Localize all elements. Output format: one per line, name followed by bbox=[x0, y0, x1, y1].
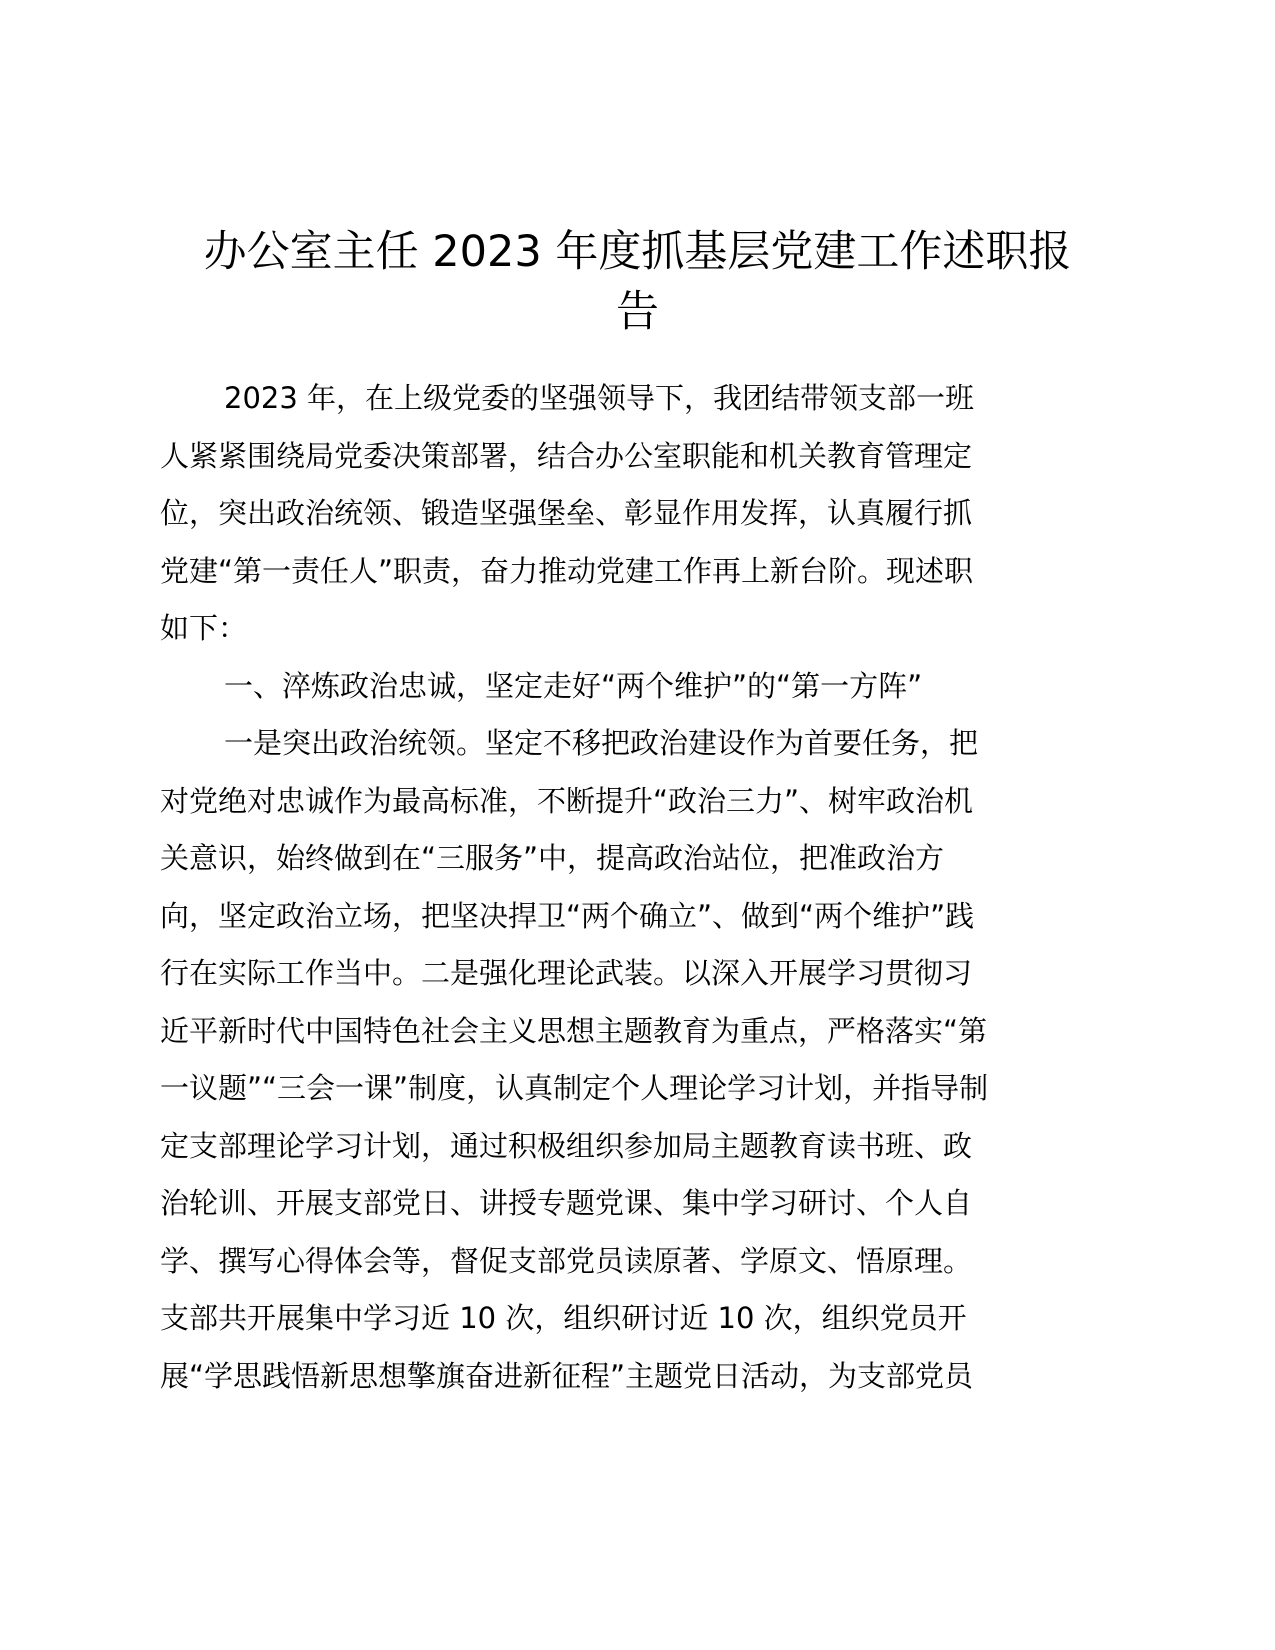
paragraph-line: 对党绝对忠诚作为最高标准，不断提升“政治三力”、树牢政治机 bbox=[160, 783, 974, 818]
paragraph-line: 位，突出政治统领、锻造坚强堡垒、彰显作用发挥，认真履行抓 bbox=[160, 496, 973, 530]
paragraph-line: 定支部理论学习计划，通过积极组织参加局主题教育读书班、政 bbox=[160, 1128, 973, 1163]
paragraph-line: 近平新时代中国特色社会主义思想主题教育为重点，严格落实“第 bbox=[160, 1013, 988, 1048]
paragraph-line: 治轮训、开展支部党日、讲授专题党课、集中学习研讨、个人自 bbox=[160, 1186, 973, 1220]
paragraph-line: 关意识，始终做到在“三服务”中，提高政治站位，把准政治方 bbox=[160, 841, 945, 875]
paragraph-line: 展“学思践悟新思想擎旗奋进新征程”主题党日活动，为支部党员 bbox=[160, 1358, 974, 1393]
title-line-1: 办公室主任 2023 年度抓基层党建工作述职报 bbox=[203, 227, 1072, 277]
paragraph-line: 2023 年，在上级党委的坚强领导下，我团结带领支部一班 bbox=[224, 381, 975, 415]
title-line-2: 告 bbox=[616, 287, 659, 337]
section-heading: 一、淬炼政治忠诚，坚定走好“两个维护”的“第一方阵” bbox=[224, 668, 923, 703]
paragraph-line: 行在实际工作当中。二是强化理论武装。以深入开展学习贯彻习 bbox=[160, 956, 973, 990]
paragraph-line: 一是突出政治统领。坚定不移把政治建设作为首要任务，把 bbox=[224, 726, 979, 760]
paragraph-line: 人紧紧围绕局党委决策部署，结合办公室职能和机关教育管理定 bbox=[160, 438, 973, 473]
document-title bbox=[160, 222, 1115, 342]
paragraph-line: 党建“第一责任人”职责，奋力推动党建工作再上新台阶。现述职 bbox=[160, 553, 974, 588]
paragraph-line: 支部共开展集中学习近 10 次，组织研讨近 10 次，组织党员开 bbox=[160, 1301, 967, 1335]
document-body bbox=[160, 370, 1120, 1405]
paragraph-line: 如下： bbox=[160, 611, 248, 645]
paragraph-line: 一议题”“三会一课”制度，认真制定个人理论学习计划，并指导制 bbox=[160, 1071, 989, 1105]
paragraph-line: 学、撰写心得体会等，督促支部党员读原著、学原文、悟原理。 bbox=[160, 1243, 973, 1278]
paragraph-line: 向，坚定政治立场，把坚决捍卫“两个确立”、做到“两个维护”践 bbox=[160, 898, 975, 933]
